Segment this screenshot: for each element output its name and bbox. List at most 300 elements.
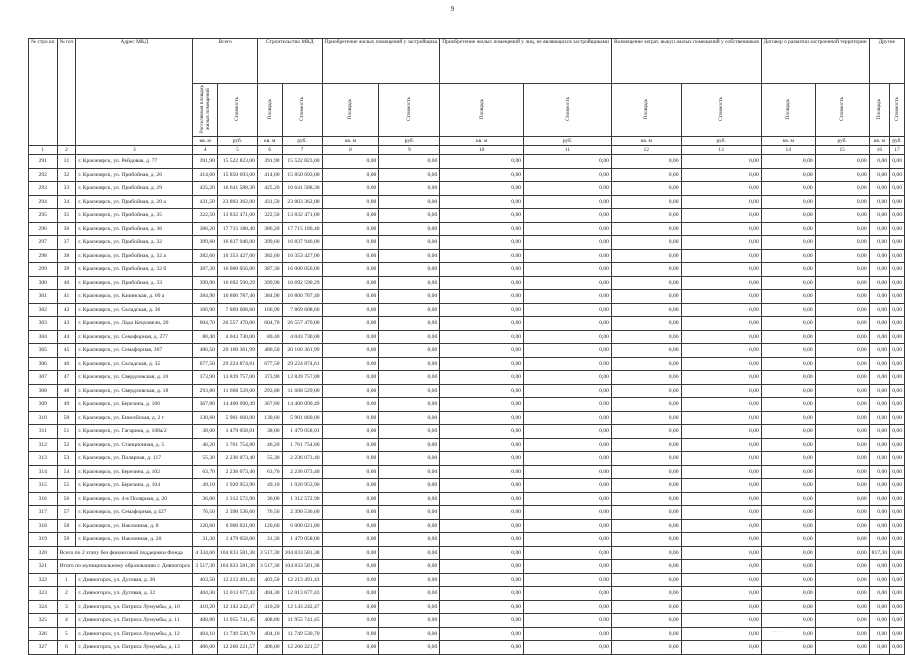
item-number: 43 — [57, 317, 76, 331]
item-number: 1 — [57, 573, 76, 587]
value-cell: 16 800 787,40 — [282, 290, 322, 304]
zero-cell: 0,00 — [322, 573, 379, 587]
header-sub — [761, 84, 815, 137]
value-cell: 293,80 — [193, 384, 218, 398]
zero-cell: 0,00 — [681, 587, 761, 601]
table-row — [29, 614, 905, 628]
line-number: 300 — [29, 276, 58, 290]
value-cell: 23 803 362,00 — [217, 195, 257, 209]
zero-cell: 0,00 — [524, 263, 612, 277]
column-number: 2 — [57, 146, 76, 155]
zero-cell: 0,00 — [761, 303, 815, 317]
unit-cell: руб. — [217, 137, 257, 146]
column-number: 7 — [282, 146, 322, 155]
value-cell: 63,70 — [193, 465, 218, 479]
zero-cell: 0,00 — [379, 519, 440, 533]
zero-cell: 0,00 — [322, 236, 379, 250]
value-cell: 404,10 — [257, 627, 282, 641]
unit-cell: кв. м — [257, 137, 282, 146]
zero-cell: 0,00 — [869, 465, 889, 479]
zero-cell: 0,00 — [681, 560, 761, 574]
value-cell: 11 668 529,00 — [282, 384, 322, 398]
zero-cell: 0,00 — [681, 236, 761, 250]
header-row-numbers — [29, 146, 905, 155]
zero-cell: 0,00 — [890, 587, 905, 601]
table-row — [29, 533, 905, 547]
zero-cell: 0,00 — [869, 236, 889, 250]
item-number: 3 — [57, 600, 76, 614]
zero-cell: 0,00 — [524, 222, 612, 236]
zero-cell: 0,00 — [869, 330, 889, 344]
zero-cell: 0,00 — [869, 492, 889, 506]
zero-cell: 0,00 — [440, 425, 524, 439]
zero-cell: 0,00 — [322, 587, 379, 601]
zero-cell: 0,00 — [890, 479, 905, 493]
zero-cell: 0,00 — [815, 438, 869, 452]
zero-cell: 0,00 — [761, 600, 815, 614]
zero-cell: 0,00 — [815, 546, 869, 560]
zero-cell: 0,00 — [322, 330, 379, 344]
zero-cell: 0,00 — [524, 452, 612, 466]
value-cell: 15 522 823,00 — [217, 155, 257, 169]
item-number: 50 — [57, 411, 76, 425]
value-cell: 387,30 — [257, 263, 282, 277]
value-cell: 1 920 953,90 — [282, 479, 322, 493]
zero-cell: 0,00 — [761, 573, 815, 587]
column-number: 11 — [524, 146, 612, 155]
zero-cell: 0,00 — [379, 411, 440, 425]
zero-cell: 0,00 — [440, 249, 524, 263]
item-number: 33 — [57, 182, 76, 196]
zero-cell: 0,00 — [681, 303, 761, 317]
zero-cell: 0,00 — [440, 614, 524, 628]
zero-cell: 0,00 — [611, 546, 681, 560]
zero-cell: 0,00 — [524, 209, 612, 223]
value-cell: 46,20 — [193, 438, 218, 452]
value-cell: 16 641 588,30 — [217, 182, 257, 196]
zero-cell: 0,00 — [379, 600, 440, 614]
zero-cell: 0,00 — [611, 290, 681, 304]
zero-cell: 0,00 — [440, 641, 524, 655]
zero-cell: 0,00 — [379, 222, 440, 236]
line-number: 294 — [29, 195, 58, 209]
zero-cell: 0,00 — [890, 209, 905, 223]
zero-cell: 0,00 — [890, 452, 905, 466]
zero-cell: 0,00 — [440, 600, 524, 614]
zero-cell: 0,00 — [379, 263, 440, 277]
value-cell: 1 479 058,01 — [217, 425, 257, 439]
zero-cell: 0,00 — [681, 533, 761, 547]
item-number: 35 — [57, 209, 76, 223]
header-sub — [611, 84, 681, 137]
value-cell: 55,30 — [257, 452, 282, 466]
address: г. Красноярск, ул. Прибойная, д. 29 — [76, 182, 193, 196]
zero-cell: 0,00 — [322, 357, 379, 371]
table-row — [29, 465, 905, 479]
zero-cell: 0,00 — [440, 317, 524, 331]
zero-cell: 0,00 — [890, 425, 905, 439]
header-sub-label: Площадь — [876, 98, 883, 120]
zero-cell: 0,00 — [611, 249, 681, 263]
column-number: 9 — [379, 146, 440, 155]
value-cell: 11 668 529,00 — [217, 384, 257, 398]
address: г. Красноярск, ул. Енисейская, д. 2 г — [76, 411, 193, 425]
zero-cell: 0,00 — [379, 506, 440, 520]
zero-cell: 0,00 — [890, 384, 905, 398]
address: г. Красноярск, ул. Наклонная, д. 20 — [76, 533, 193, 547]
table-row — [29, 438, 905, 452]
zero-cell: 0,00 — [869, 614, 889, 628]
item-number: 42 — [57, 303, 76, 317]
value-cell: 17 715 180,40 — [282, 222, 322, 236]
value-cell: 3 517,30 — [193, 560, 218, 574]
zero-cell: 0,00 — [440, 438, 524, 452]
value-cell: 12 213 491,43 — [217, 573, 257, 587]
zero-cell: 0,00 — [761, 182, 815, 196]
zero-cell: 0,00 — [890, 357, 905, 371]
header-sub — [440, 84, 524, 137]
zero-cell: 0,00 — [681, 411, 761, 425]
zero-cell: 0,00 — [890, 344, 905, 358]
zero-cell: 0,00 — [524, 641, 612, 655]
value-cell: 425,20 — [257, 182, 282, 196]
zero-cell: 0,00 — [440, 303, 524, 317]
item-number: 37 — [57, 236, 76, 250]
value-cell: 104 833 581,38 — [217, 546, 257, 560]
zero-cell: 0,00 — [815, 155, 869, 169]
zero-cell: 0,00 — [524, 573, 612, 587]
address: г. Красноярск, ул. Свердловская, д. 16 — [76, 371, 193, 385]
value-cell: 16 800 787,40 — [217, 290, 257, 304]
zero-cell: 0,00 — [611, 600, 681, 614]
zero-cell: 0,00 — [681, 290, 761, 304]
zero-cell: 0,00 — [890, 411, 905, 425]
zero-cell: 0,00 — [815, 357, 869, 371]
value-cell: 166,90 — [257, 303, 282, 317]
unit-cell: кв. м — [761, 137, 815, 146]
zero-cell: 0,00 — [379, 182, 440, 196]
zero-cell: 0,00 — [524, 317, 612, 331]
zero-cell: 0,00 — [681, 357, 761, 371]
zero-cell: 0,00 — [681, 155, 761, 169]
line-number: 297 — [29, 236, 58, 250]
zero-cell: 0,00 — [761, 452, 815, 466]
zero-cell: 0,00 — [611, 344, 681, 358]
zero-cell: 0,00 — [681, 614, 761, 628]
zero-cell: 0,00 — [681, 465, 761, 479]
value-cell: 414,60 — [257, 168, 282, 182]
value-cell: 104 833 581,38 — [282, 546, 322, 560]
zero-cell: 0,00 — [379, 627, 440, 641]
value-cell: 6 000 021,00 — [217, 519, 257, 533]
item-number: 4 — [57, 614, 76, 628]
zero-cell: 0,00 — [379, 465, 440, 479]
table-row — [29, 236, 905, 250]
zero-cell: 0,00 — [611, 627, 681, 641]
zero-cell: 0,00 — [611, 465, 681, 479]
address: г. Красноярск, ул. Станционная, д. 5 — [76, 438, 193, 452]
zero-cell: 0,00 — [440, 479, 524, 493]
zero-cell: 0,00 — [681, 344, 761, 358]
zero-cell: 0,00 — [524, 411, 612, 425]
zero-cell: 0,00 — [524, 560, 612, 574]
zero-cell: 0,00 — [440, 560, 524, 574]
value-cell: 399,60 — [193, 236, 218, 250]
value-cell: 486,50 — [257, 344, 282, 358]
table-row — [29, 560, 905, 574]
zero-cell: 0,00 — [761, 317, 815, 331]
value-cell: 2 236 073,40 — [282, 465, 322, 479]
zero-cell: 0,00 — [869, 479, 889, 493]
value-cell: 1 312 572,90 — [217, 492, 257, 506]
zero-cell: 0,00 — [890, 249, 905, 263]
value-cell: 399,90 — [193, 276, 218, 290]
zero-cell: 0,00 — [611, 236, 681, 250]
unit-cell: руб. — [890, 137, 905, 146]
zero-cell: 0,00 — [322, 546, 379, 560]
value-cell: 15 522 823,00 — [282, 155, 322, 169]
value-cell: 387,30 — [193, 263, 218, 277]
zero-cell: 0,00 — [379, 533, 440, 547]
zero-cell: 0,00 — [322, 195, 379, 209]
zero-cell: 0,00 — [869, 533, 889, 547]
zero-cell: 0,00 — [440, 222, 524, 236]
table-row — [29, 276, 905, 290]
zero-cell: 0,00 — [524, 465, 612, 479]
zero-cell: 0,00 — [761, 398, 815, 412]
line-number: 316 — [29, 492, 58, 506]
value-cell: 16 641 588,30 — [282, 182, 322, 196]
zero-cell: 0,00 — [890, 263, 905, 277]
zero-cell: 0,00 — [815, 317, 869, 331]
value-cell: 17 715 180,40 — [217, 222, 257, 236]
zero-cell: 0,00 — [322, 438, 379, 452]
zero-cell: 0,00 — [379, 168, 440, 182]
zero-cell: 0,00 — [379, 398, 440, 412]
zero-cell: 0,00 — [815, 614, 869, 628]
zero-cell: 0,00 — [440, 398, 524, 412]
value-cell: 23 803 362,00 — [282, 195, 322, 209]
value-cell: 16 353 427,00 — [217, 249, 257, 263]
zero-cell: 0,00 — [869, 506, 889, 520]
zero-cell: 0,00 — [761, 249, 815, 263]
zero-cell: 0,00 — [440, 344, 524, 358]
zero-cell: 0,00 — [681, 249, 761, 263]
value-cell: 4 043 730,00 — [282, 330, 322, 344]
table-row — [29, 155, 905, 169]
zero-cell: 0,00 — [611, 452, 681, 466]
zero-cell: 0,00 — [815, 452, 869, 466]
zero-cell: 0,00 — [681, 506, 761, 520]
header-row-groups — [29, 39, 905, 84]
zero-cell: 0,00 — [524, 330, 612, 344]
zero-cell: 0,00 — [815, 411, 869, 425]
zero-cell: 0,00 — [681, 317, 761, 331]
zero-cell: 0,00 — [322, 182, 379, 196]
zero-cell: 0,00 — [815, 249, 869, 263]
zero-cell: 0,00 — [681, 276, 761, 290]
zero-cell: 0,00 — [869, 344, 889, 358]
value-cell: 410,20 — [257, 600, 282, 614]
value-cell: 399,90 — [257, 276, 282, 290]
zero-cell: 0,00 — [524, 155, 612, 169]
zero-cell: 0,00 — [761, 641, 815, 655]
column-number: 16 — [869, 146, 889, 155]
header-sub — [869, 84, 889, 137]
zero-cell: 0,00 — [890, 330, 905, 344]
zero-cell: 0,00 — [761, 236, 815, 250]
zero-cell: 0,00 — [440, 290, 524, 304]
zero-cell: 0,00 — [890, 195, 905, 209]
address: г. Красноярск, ул. Семафорная, 367 — [76, 344, 193, 358]
line-number: 298 — [29, 249, 58, 263]
zero-cell: 0,00 — [815, 384, 869, 398]
zero-cell: 0,00 — [815, 600, 869, 614]
zero-cell: 0,00 — [524, 168, 612, 182]
zero-cell: 0,00 — [611, 438, 681, 452]
value-cell: 12 260 221,57 — [282, 641, 322, 655]
zero-cell: 0,00 — [524, 587, 612, 601]
zero-cell: 0,00 — [611, 371, 681, 385]
zero-cell: 0,00 — [322, 155, 379, 169]
value-cell: 31,30 — [257, 533, 282, 547]
zero-cell: 0,00 — [611, 317, 681, 331]
page-number: 9 — [450, 5, 455, 13]
line-number: 299 — [29, 263, 58, 277]
zero-cell: 0,00 — [322, 317, 379, 331]
zero-cell: 0,00 — [440, 371, 524, 385]
zero-cell: 0,00 — [681, 398, 761, 412]
zero-cell: 0,00 — [761, 519, 815, 533]
zero-cell: 0,00 — [440, 452, 524, 466]
zero-cell: 0,00 — [524, 344, 612, 358]
zero-cell: 0,00 — [524, 276, 612, 290]
zero-cell: 0,00 — [815, 263, 869, 277]
line-number: 308 — [29, 384, 58, 398]
zero-cell: 0,00 — [681, 641, 761, 655]
value-cell: 49,10 — [257, 479, 282, 493]
item-number: 51 — [57, 425, 76, 439]
column-number: 10 — [440, 146, 524, 155]
zero-cell: 0,00 — [379, 452, 440, 466]
value-cell: 130,60 — [193, 411, 218, 425]
value-cell: 16 000 056,00 — [217, 263, 257, 277]
zero-cell: 0,00 — [815, 222, 869, 236]
address: г. Дивногорск, ул. Патриса Лумумбы, д. 10 — [76, 600, 193, 614]
zero-cell: 0,00 — [322, 614, 379, 628]
zero-cell: 0,00 — [524, 425, 612, 439]
header-sub — [681, 84, 761, 137]
item-number: 47 — [57, 371, 76, 385]
address: г. Красноярск, ул. Семафорная, д. 277 — [76, 330, 193, 344]
zero-cell: 0,00 — [890, 492, 905, 506]
address: г. Дивногорск, ул. Дуговая, д. 30 — [76, 573, 193, 587]
table-row — [29, 182, 905, 196]
zero-cell: 0,00 — [869, 627, 889, 641]
item-number: 6 — [57, 641, 76, 655]
zero-cell: 0,00 — [379, 425, 440, 439]
zero-cell: 0,00 — [761, 384, 815, 398]
value-cell: 406,00 — [257, 641, 282, 655]
zero-cell: 0,00 — [611, 411, 681, 425]
zero-cell: 0,00 — [440, 182, 524, 196]
zero-cell: 0,00 — [524, 438, 612, 452]
line-number: 318 — [29, 519, 58, 533]
zero-cell: 0,00 — [524, 384, 612, 398]
line-number: 303 — [29, 317, 58, 331]
zero-cell: 0,00 — [681, 384, 761, 398]
zero-cell: 0,00 — [681, 479, 761, 493]
address: г. Красноярск, ул. Складская, д. 36 — [76, 303, 193, 317]
zero-cell: 0,00 — [524, 600, 612, 614]
header-sub-label: Площадь — [643, 98, 650, 120]
header-pp: № п/п — [57, 39, 76, 146]
zero-cell: 0,00 — [869, 276, 889, 290]
item-number: 32 — [57, 168, 76, 182]
zero-cell: 0,00 — [869, 573, 889, 587]
unit-cell: руб. — [379, 137, 440, 146]
zero-cell: 0,00 — [322, 398, 379, 412]
zero-cell: 0,00 — [322, 479, 379, 493]
value-cell: 12 213 491,43 — [282, 573, 322, 587]
header-sub — [322, 84, 379, 137]
value-cell: 431,50 — [193, 195, 218, 209]
value-cell: 1 479 058,00 — [282, 533, 322, 547]
zero-cell: 0,00 — [440, 506, 524, 520]
zero-cell: 0,00 — [815, 276, 869, 290]
value-cell: 26 557 470,00 — [217, 317, 257, 331]
zero-cell: 0,00 — [611, 479, 681, 493]
table-row — [29, 398, 905, 412]
line-number: 326 — [29, 627, 58, 641]
zero-cell: 0,00 — [524, 519, 612, 533]
address: г. Красноярск, ул. Березина, д. 104 — [76, 479, 193, 493]
zero-cell: 0,00 — [761, 290, 815, 304]
unit-cell: руб. — [282, 137, 322, 146]
table-row — [29, 357, 905, 371]
zero-cell: 0,00 — [322, 641, 379, 655]
address: г. Красноярск, ул. 4-я Полярная, д. 20 — [76, 492, 193, 506]
value-cell: 391,90 — [193, 155, 218, 169]
value-cell: 104 833 581,38 — [282, 560, 322, 574]
zero-cell: 0,00 — [379, 492, 440, 506]
zero-cell: 0,00 — [890, 465, 905, 479]
zero-cell: 0,00 — [815, 492, 869, 506]
unit-cell: руб. — [815, 137, 869, 146]
zero-cell: 0,00 — [611, 168, 681, 182]
zero-cell: 0,00 — [440, 276, 524, 290]
zero-cell: 0,00 — [611, 222, 681, 236]
zero-cell: 0,00 — [890, 560, 905, 574]
zero-cell: 0,00 — [681, 168, 761, 182]
zero-cell: 0,00 — [379, 587, 440, 601]
zero-cell: 0,00 — [440, 587, 524, 601]
address: г. Дивногорск, ул. Патриса Лумумбы, д. 13 — [76, 641, 193, 655]
item-number: 57 — [57, 506, 76, 520]
zero-cell: 0,00 — [440, 357, 524, 371]
zero-cell: 0,00 — [815, 209, 869, 223]
value-cell: 63,70 — [257, 465, 282, 479]
value-cell: 7 869 608,60 — [282, 303, 322, 317]
value-cell: 410,20 — [193, 600, 218, 614]
zero-cell: 0,00 — [379, 371, 440, 385]
zero-cell: 0,00 — [681, 425, 761, 439]
zero-cell: 0,00 — [440, 263, 524, 277]
zero-cell: 0,00 — [761, 168, 815, 182]
zero-cell: 0,00 — [524, 614, 612, 628]
zero-cell: 0,00 — [890, 627, 905, 641]
zero-cell: 0,00 — [869, 398, 889, 412]
